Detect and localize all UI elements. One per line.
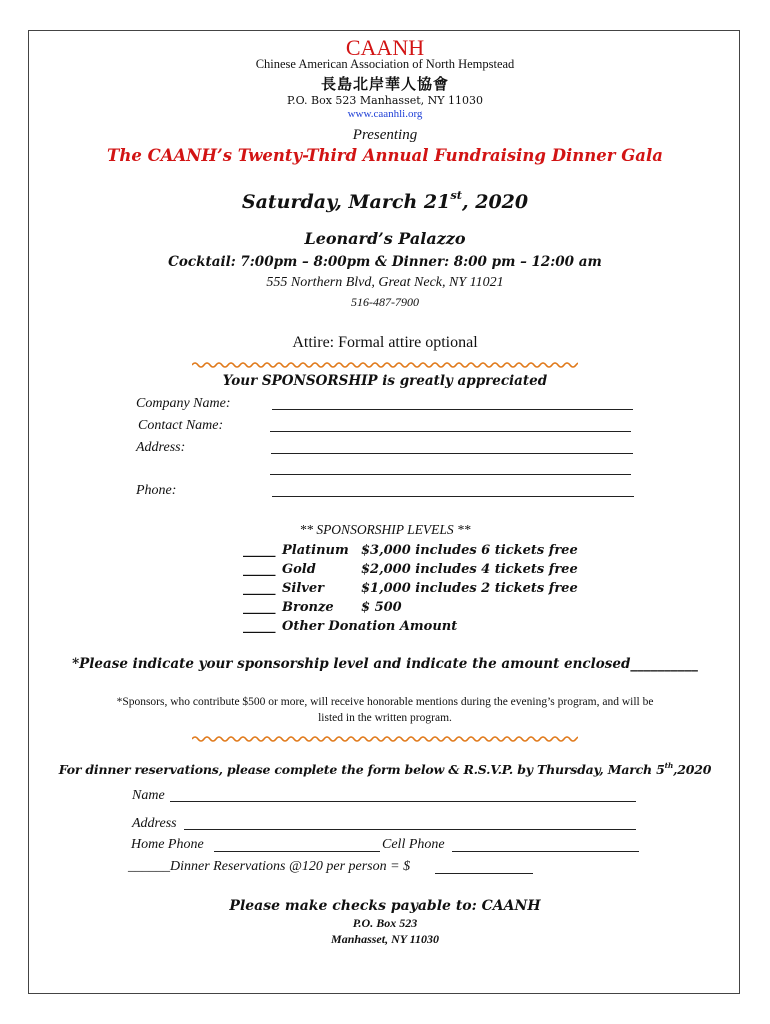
address-field-line-2[interactable]: [270, 474, 631, 475]
cell-phone-field[interactable]: [452, 851, 639, 852]
level-checkbox-blank[interactable]: _____: [243, 562, 276, 577]
level-name: Silver: [282, 581, 324, 596]
level-name: Bronze: [282, 600, 334, 615]
home-phone-field[interactable]: [214, 851, 380, 852]
level-name: Other Donation Amount: [282, 619, 458, 634]
venue-phone: 516-487-7900: [351, 295, 419, 309]
checks-po-box: P.O. Box 523: [352, 916, 418, 930]
reservations-label: Dinner Reservations @120 per person = $: [170, 859, 411, 874]
level-checkbox-blank[interactable]: _____: [243, 600, 276, 615]
presenting-text: Presenting: [352, 127, 418, 143]
rsvp-name-field[interactable]: [170, 801, 636, 802]
contact-name-field[interactable]: [270, 431, 631, 432]
address-label: Address:: [136, 440, 186, 455]
org-address: P.O. Box 523 Manhasset, NY 11030: [286, 94, 484, 107]
level-checkbox-blank[interactable]: _____: [243, 581, 276, 596]
reservations-amount-field[interactable]: [435, 873, 533, 874]
attire-text: Attire: Formal attire optional: [292, 334, 478, 351]
levels-heading: ** SPONSORSHIP LEVELS **: [299, 522, 471, 537]
decorative-divider: [192, 361, 578, 369]
level-description: $3,000 includes 6 tickets free: [361, 543, 578, 558]
reservations-count-field[interactable]: ______: [128, 859, 170, 874]
level-description: $2,000 includes 4 tickets free: [361, 562, 578, 577]
phone-field[interactable]: [272, 496, 634, 497]
rsvp-name-label: Name: [132, 788, 165, 803]
reservations-row: [128, 859, 410, 875]
contact-name-label: Contact Name:: [138, 418, 224, 433]
level-description: $1,000 includes 2 tickets free: [361, 581, 578, 596]
level-checkbox-blank[interactable]: _____: [243, 543, 276, 558]
venue-name: Leonard’s Palazzo: [304, 229, 466, 248]
rsvp-intro: For dinner reservations, please complete the form below & R.S.V.P. by Thursday, March 5th,2020: [58, 760, 712, 777]
level-name: Gold: [282, 562, 316, 577]
rsvp-address-label: Address: [132, 816, 177, 831]
event-times: Cocktail: 7:00pm – 8:00pm & Dinner: 8:00 pm – 12:00 am: [168, 254, 602, 270]
cell-phone-label: Cell Phone: [382, 837, 445, 852]
company-name-field[interactable]: [272, 409, 633, 410]
company-name-label: Company Name:: [136, 396, 231, 411]
level-description: $ 500: [361, 600, 402, 615]
decorative-divider-2: [192, 735, 578, 743]
level-checkbox-blank[interactable]: _____: [243, 619, 276, 634]
checks-city: Manhasset, NY 11030: [331, 932, 439, 946]
indicate-note: *Please indicate your sponsorship level and indicate the amount enclosed__________: [72, 656, 698, 672]
rsvp-address-field[interactable]: [184, 829, 636, 830]
org-abbr: CAANH: [345, 35, 425, 60]
sponsors-note-line-2: listed in the written program.: [318, 712, 452, 724]
event-date: Saturday, March 21st, 2020: [241, 187, 529, 213]
sponsorship-heading: Your SPONSORSHIP is greatly appreciated: [222, 373, 548, 389]
website-link[interactable]: www.caanhli.org: [347, 108, 423, 120]
checks-payable: Please make checks payable to: CAANH: [229, 898, 541, 914]
sponsors-note-line-1: *Sponsors, who contribute $500 or more, will receive honorable mentions during the evening’s program, and will be: [116, 696, 654, 708]
org-name-chinese: 長島北岸華人協會: [320, 75, 449, 93]
venue-address: 555 Northern Blvd, Great Neck, NY 11021: [266, 275, 504, 290]
phone-label: Phone:: [136, 483, 177, 498]
address-field-line-1[interactable]: [271, 453, 633, 454]
org-name: Chinese American Association of North Hempstead: [255, 57, 515, 71]
event-title: The CAANH’s Twenty-Third Annual Fundraising Dinner Gala: [107, 146, 663, 165]
home-phone-label: Home Phone: [131, 837, 204, 852]
level-name: Platinum: [282, 543, 349, 558]
